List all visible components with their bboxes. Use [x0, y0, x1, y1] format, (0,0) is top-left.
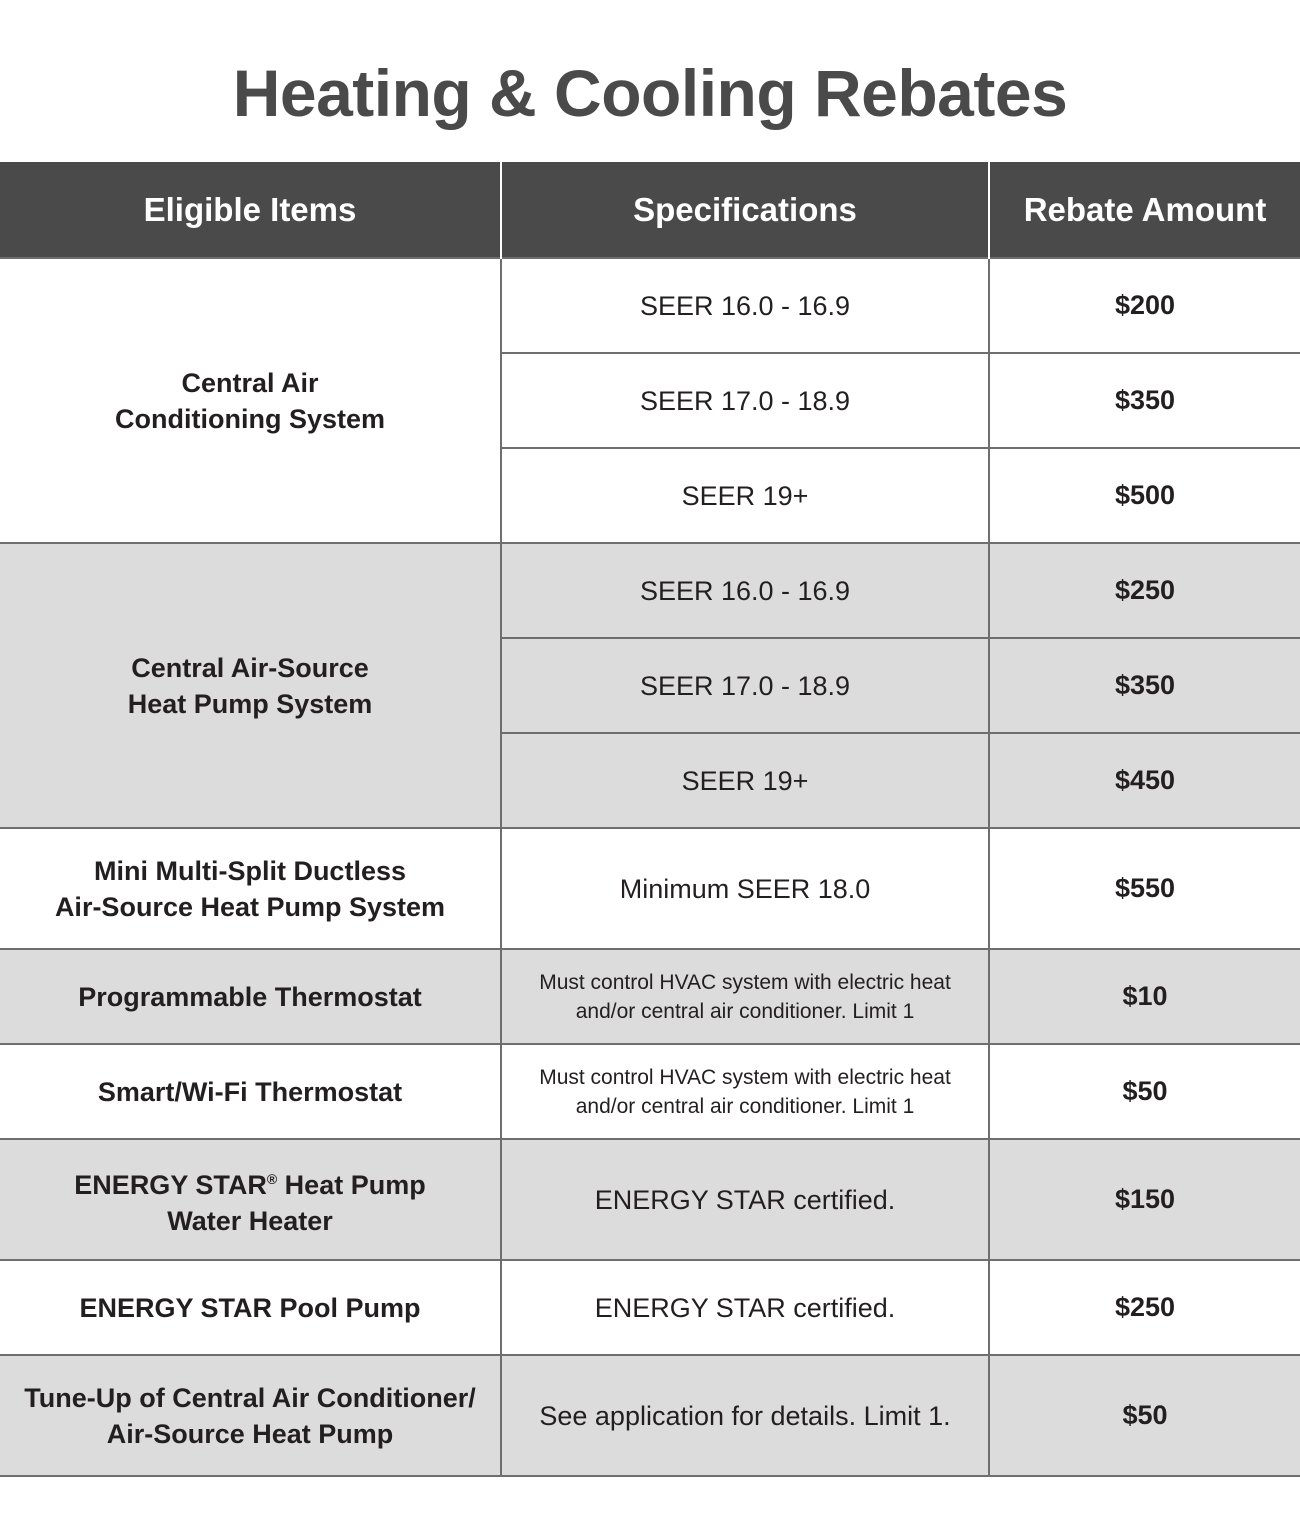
column-header-rebate-amount: Rebate Amount — [989, 162, 1300, 258]
specification-cell: SEER 17.0 - 18.9 — [501, 638, 989, 733]
specification-line: Must control HVAC system with electric heat — [539, 1065, 951, 1089]
registered-mark: ® — [266, 1170, 278, 1187]
eligible-item-line: Tune-Up of Central Air Conditioner/ — [24, 1382, 476, 1413]
rebate-amount-cell: $500 — [989, 448, 1300, 543]
eligible-item-line: Conditioning System — [115, 403, 385, 434]
eligible-item-line: Heat Pump System — [127, 688, 373, 719]
specification-line: and/or central air conditioner. Limit 1 — [575, 999, 915, 1023]
eligible-item-line: Air-Source Heat Pump — [106, 1418, 394, 1449]
table-row — [0, 1139, 1300, 1260]
eligible-item-cell — [0, 828, 501, 949]
eligible-item-cell — [0, 949, 501, 1044]
specification-cell: SEER 16.0 - 16.9 — [501, 258, 989, 353]
rebate-amount-cell: $200 — [989, 258, 1300, 353]
specification-cell: SEER 17.0 - 18.9 — [501, 353, 989, 448]
eligible-item-line: Central Air-Source — [131, 652, 369, 683]
rebates-table — [0, 162, 1300, 1477]
rebate-amount-cell: $50 — [989, 1044, 1300, 1139]
table-row — [0, 543, 1300, 638]
eligible-item-line: ENERGY STAR Pool Pump — [79, 1292, 421, 1323]
rebate-amount-cell: $150 — [989, 1139, 1300, 1260]
table-row — [0, 1044, 1300, 1139]
page-title: Heating & Cooling Rebates — [232, 56, 1068, 130]
eligible-item-line: Mini Multi-Split Ductless — [93, 855, 406, 886]
energy-star-label: ENERGY STAR — [74, 1169, 267, 1200]
specification-cell: SEER 19+ — [501, 733, 989, 828]
eligible-item-line: Water Heater — [167, 1205, 333, 1236]
table-row — [0, 1355, 1300, 1476]
eligible-item-line: Central Air — [181, 367, 319, 398]
specification-cell: SEER 16.0 - 16.9 — [501, 543, 989, 638]
rebate-amount-cell: $50 — [989, 1355, 1300, 1476]
eligible-item-line: Smart/Wi-Fi Thermostat — [97, 1076, 403, 1107]
column-header-eligible-items: Eligible Items — [0, 162, 501, 258]
specification-cell — [501, 1044, 989, 1139]
table-row — [0, 949, 1300, 1044]
specification-cell: See application for details. Limit 1. — [501, 1355, 989, 1476]
rebate-amount-cell: $350 — [989, 638, 1300, 733]
specification-cell: ENERGY STAR certified. — [501, 1139, 989, 1260]
table-row — [0, 828, 1300, 949]
specification-line: Must control HVAC system with electric heat — [539, 970, 951, 994]
eligible-item-cell — [0, 1139, 501, 1260]
eligible-item-cell — [0, 1355, 501, 1476]
table-row — [0, 258, 1300, 353]
eligible-item-cell — [0, 1044, 501, 1139]
rebate-amount-cell: $350 — [989, 353, 1300, 448]
eligible-item-cell — [0, 543, 501, 828]
column-header-specifications: Specifications — [501, 162, 989, 258]
rebate-amount-cell: $550 — [989, 828, 1300, 949]
rebate-amount-cell: $10 — [989, 949, 1300, 1044]
specification-cell — [501, 949, 989, 1044]
specification-cell: ENERGY STAR certified. — [501, 1260, 989, 1355]
specification-line: and/or central air conditioner. Limit 1 — [575, 1094, 915, 1118]
rebate-amount-cell: $450 — [989, 733, 1300, 828]
table-row — [0, 1260, 1300, 1355]
specification-cell: Minimum SEER 18.0 — [501, 828, 989, 949]
eligible-item-suffix: Heat Pump — [277, 1169, 426, 1200]
eligible-item-cell — [0, 1260, 501, 1355]
eligible-item-line — [6, 1161, 494, 1203]
eligible-item-cell — [0, 258, 501, 543]
eligible-item-line: Programmable Thermostat — [78, 981, 422, 1012]
table-header-row — [0, 162, 1300, 258]
rebate-amount-cell: $250 — [989, 1260, 1300, 1355]
eligible-item-line: Air-Source Heat Pump System — [54, 891, 446, 922]
rebate-amount-cell: $250 — [989, 543, 1300, 638]
specification-cell: SEER 19+ — [501, 448, 989, 543]
